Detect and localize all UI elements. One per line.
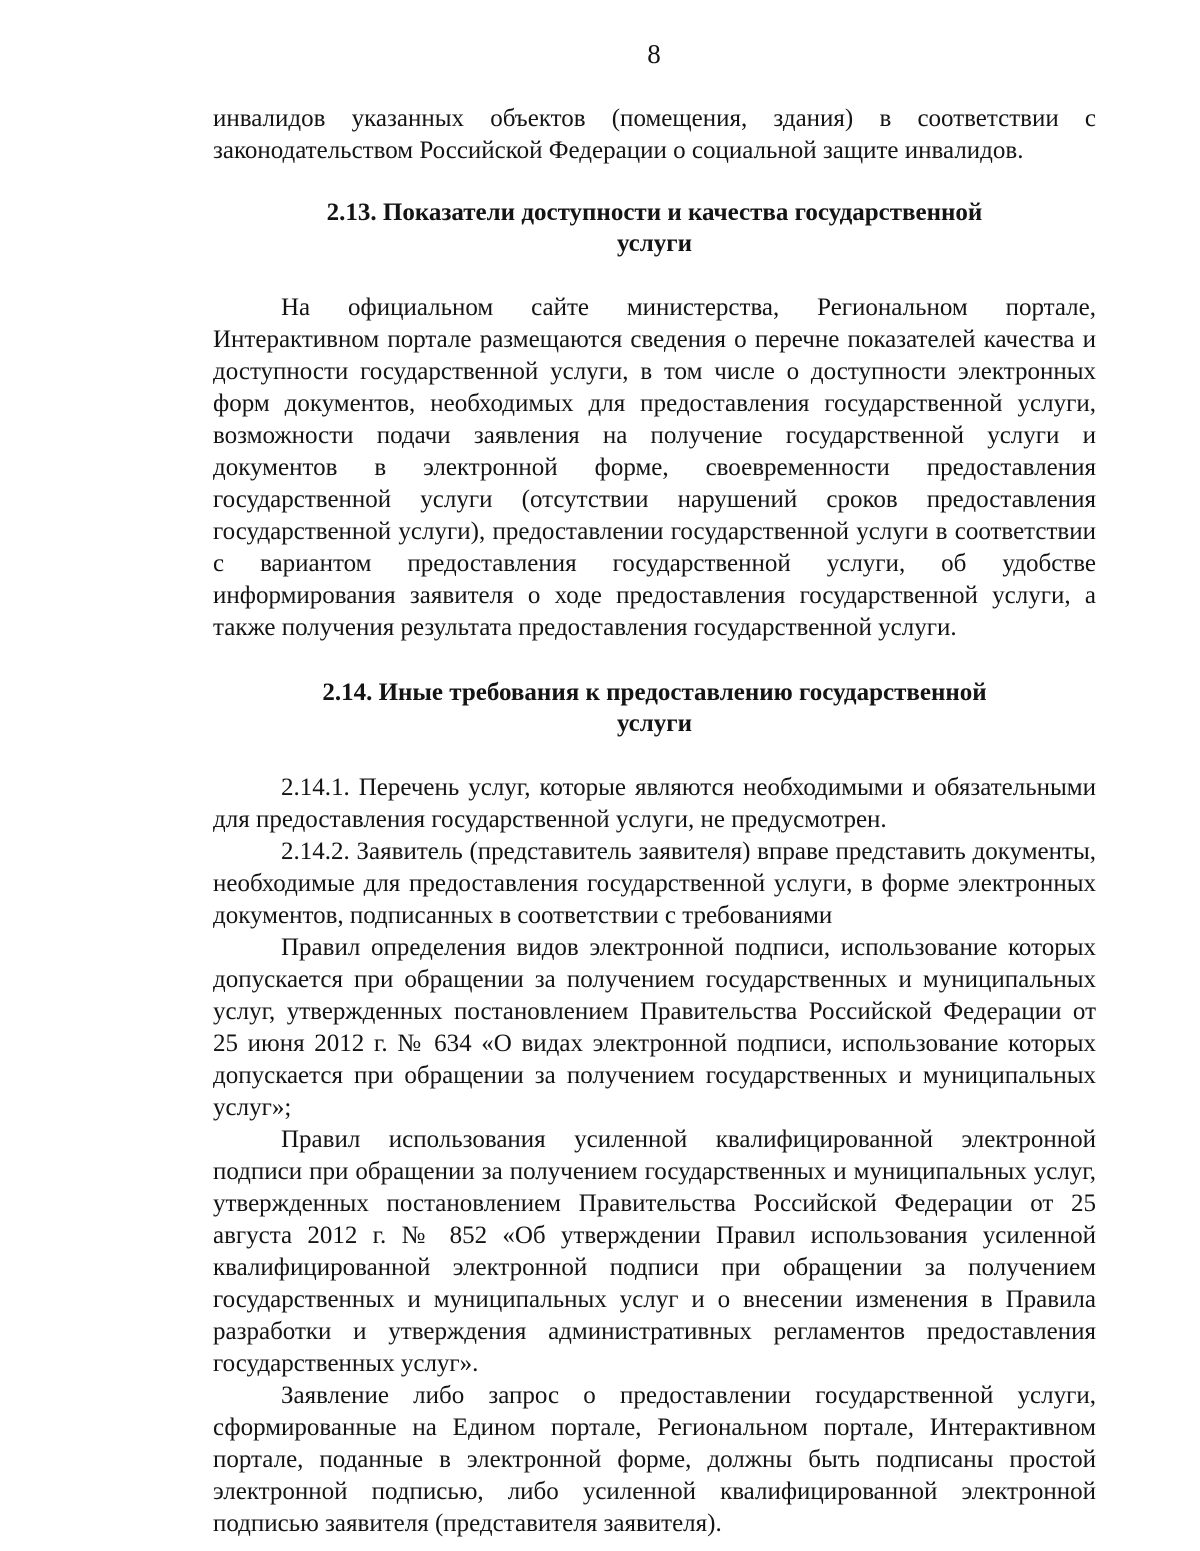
section-2-13 [213, 197, 1096, 644]
page-number: 8 [647, 39, 661, 69]
section-2-14-title-line1: 2.14. Иные требования к предоставлению государственной [322, 679, 987, 706]
section-2-13-title-line2: услуги [616, 230, 693, 257]
section-2-14 [213, 677, 1096, 1540]
paragraph-continuation: инвалидов указанных объектов (помещения, здания) в соответствии с законодательством Российской Федерации о социальной защите инвалидов. [213, 105, 1096, 164]
document-body [213, 103, 1096, 1540]
section-2-14-paragraph-2: 2.14.2. Заявитель (представитель заявителя) вправе представить документы, необходимые для предоставления государственной услуги, в форме электронных документов, подписанных в соответствии с требованиями [213, 838, 1096, 929]
section-2-13-paragraph: На официальном сайте министерства, Региональном портале, Интерактивном портале размещаются сведения о перечне показателей качества и доступности государственной услуги, в том числе о доступности электронных форм документов, необходимых для предоставления государственной услуги, возможности подачи заявления на получение государственной услуги и документов в электронной форме, своевременности предоставления государственной услуги (отсутствии нарушений сроков предоставления государственной услуги), предоставлении государственной услуги в соответствии с вариантом предоставления государственной услуги, об удобстве информирования заявителя о ходе предоставления государственной услуги, а также получения результата предоставления государственной услуги. [213, 294, 1096, 641]
section-2-14-title-line2: услуги [616, 710, 693, 737]
section-2-14-paragraph-1: 2.14.1. Перечень услуг, которые являются необходимыми и обязательными для предоставления государственной услуги, не предусмотрен. [213, 774, 1096, 833]
section-2-14-paragraph-5: Заявление либо запрос о предоставлении государственной услуги, сформированные на Едином портале, Региональном портале, Интерактивном портале, поданные в электронной форме, должны быть подписаны простой электронной подписью, либо усиленной квалифицированной электронной подписью заявителя (представителя заявителя). [213, 1382, 1096, 1537]
section-2-14-paragraph-4: Правил использования усиленной квалифицированной электронной подписи при обращении за получением государственных и муниципальных услуг, утвержденных постановлением Правительства Российской Федерации от 25 августа 2012 г. № 852 «Об утверждении Правил использования усиленной квалифицированной электронной подписи при обращении за получением государственных и муниципальных услуг и о внесении изменения в Правила разработки и утверждения административных регламентов предоставления государственных услуг». [213, 1126, 1096, 1377]
section-2-14-paragraph-3: Правил определения видов электронной подписи, использование которых допускается при обращении за получением государственных и муниципальных услуг, утвержденных постановлением Правительства Российской Федерации от 25 июня 2012 г. № 634 «О видах электронной подписи, использование которых допускается при обращении за получением государственных и муниципальных услуг»; [213, 934, 1096, 1121]
section-2-13-title-line1: 2.13. Показатели доступности и качества государственной [326, 199, 983, 226]
